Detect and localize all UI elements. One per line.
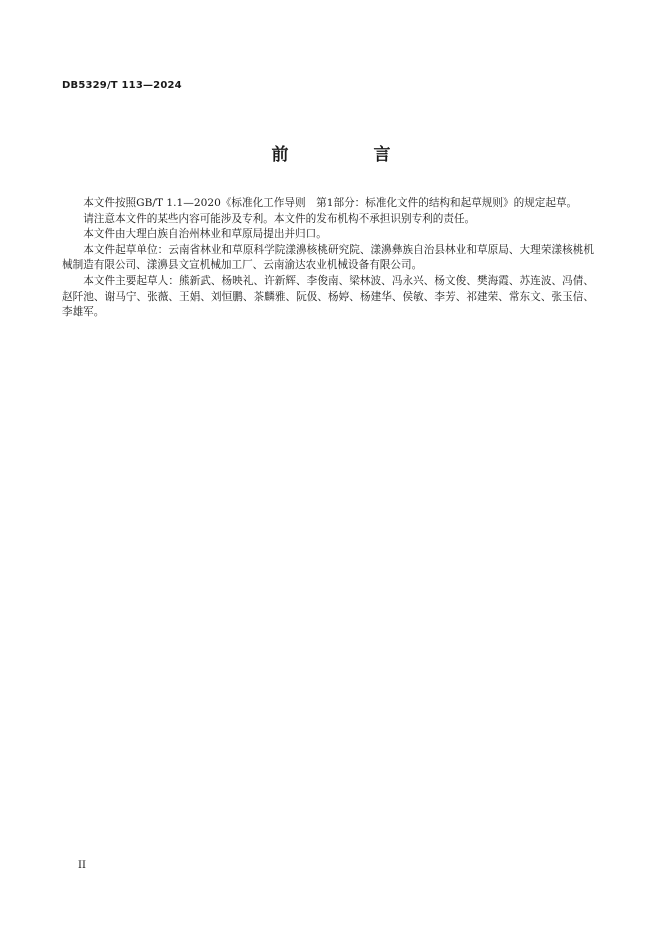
paragraph-drafters: 本文件主要起草人：熊新武、杨映礼、许新辉、李俊南、梁林波、冯永兴、杨文俊、樊海霞、苏连波、冯倩、赵阡池、谢马宁、张薇、王娟、刘恒鹏、茶麟雅、阮伋、杨婷、杨建华、侯敏、李芳、祁建荣、常东文、张玉信、李雄军。 (62, 274, 594, 319)
paragraph-patent-notice: 请注意本文件的某些内容可能涉及专利。本文件的发布机构不承担识别专利的责任。 (83, 212, 476, 225)
standard-code: DB5329/T 113—2024 (62, 80, 182, 91)
foreword-body (62, 196, 594, 321)
paragraph-proposer: 本文件由大理白族自治州林业和草原局提出并归口。 (83, 228, 327, 241)
paragraph-drafting-units: 本文件起草单位：云南省林业和草原科学院漾濞核桃研究院、漾濞彝族自治县林业和草原局、大理荣漾核桃机械制造有限公司、漾濞县文宣机械加工厂、云南渝达农业机械设备有限公司。 (62, 243, 594, 272)
paragraph-drafting-rules: 本文件按照GB/T 1.1—2020《标准化工作导则 第1部分：标准化文件的结构和起草规则》的规定起草。 (83, 197, 578, 209)
page-number: II (78, 860, 86, 871)
page-title: 前 言 (271, 145, 425, 165)
